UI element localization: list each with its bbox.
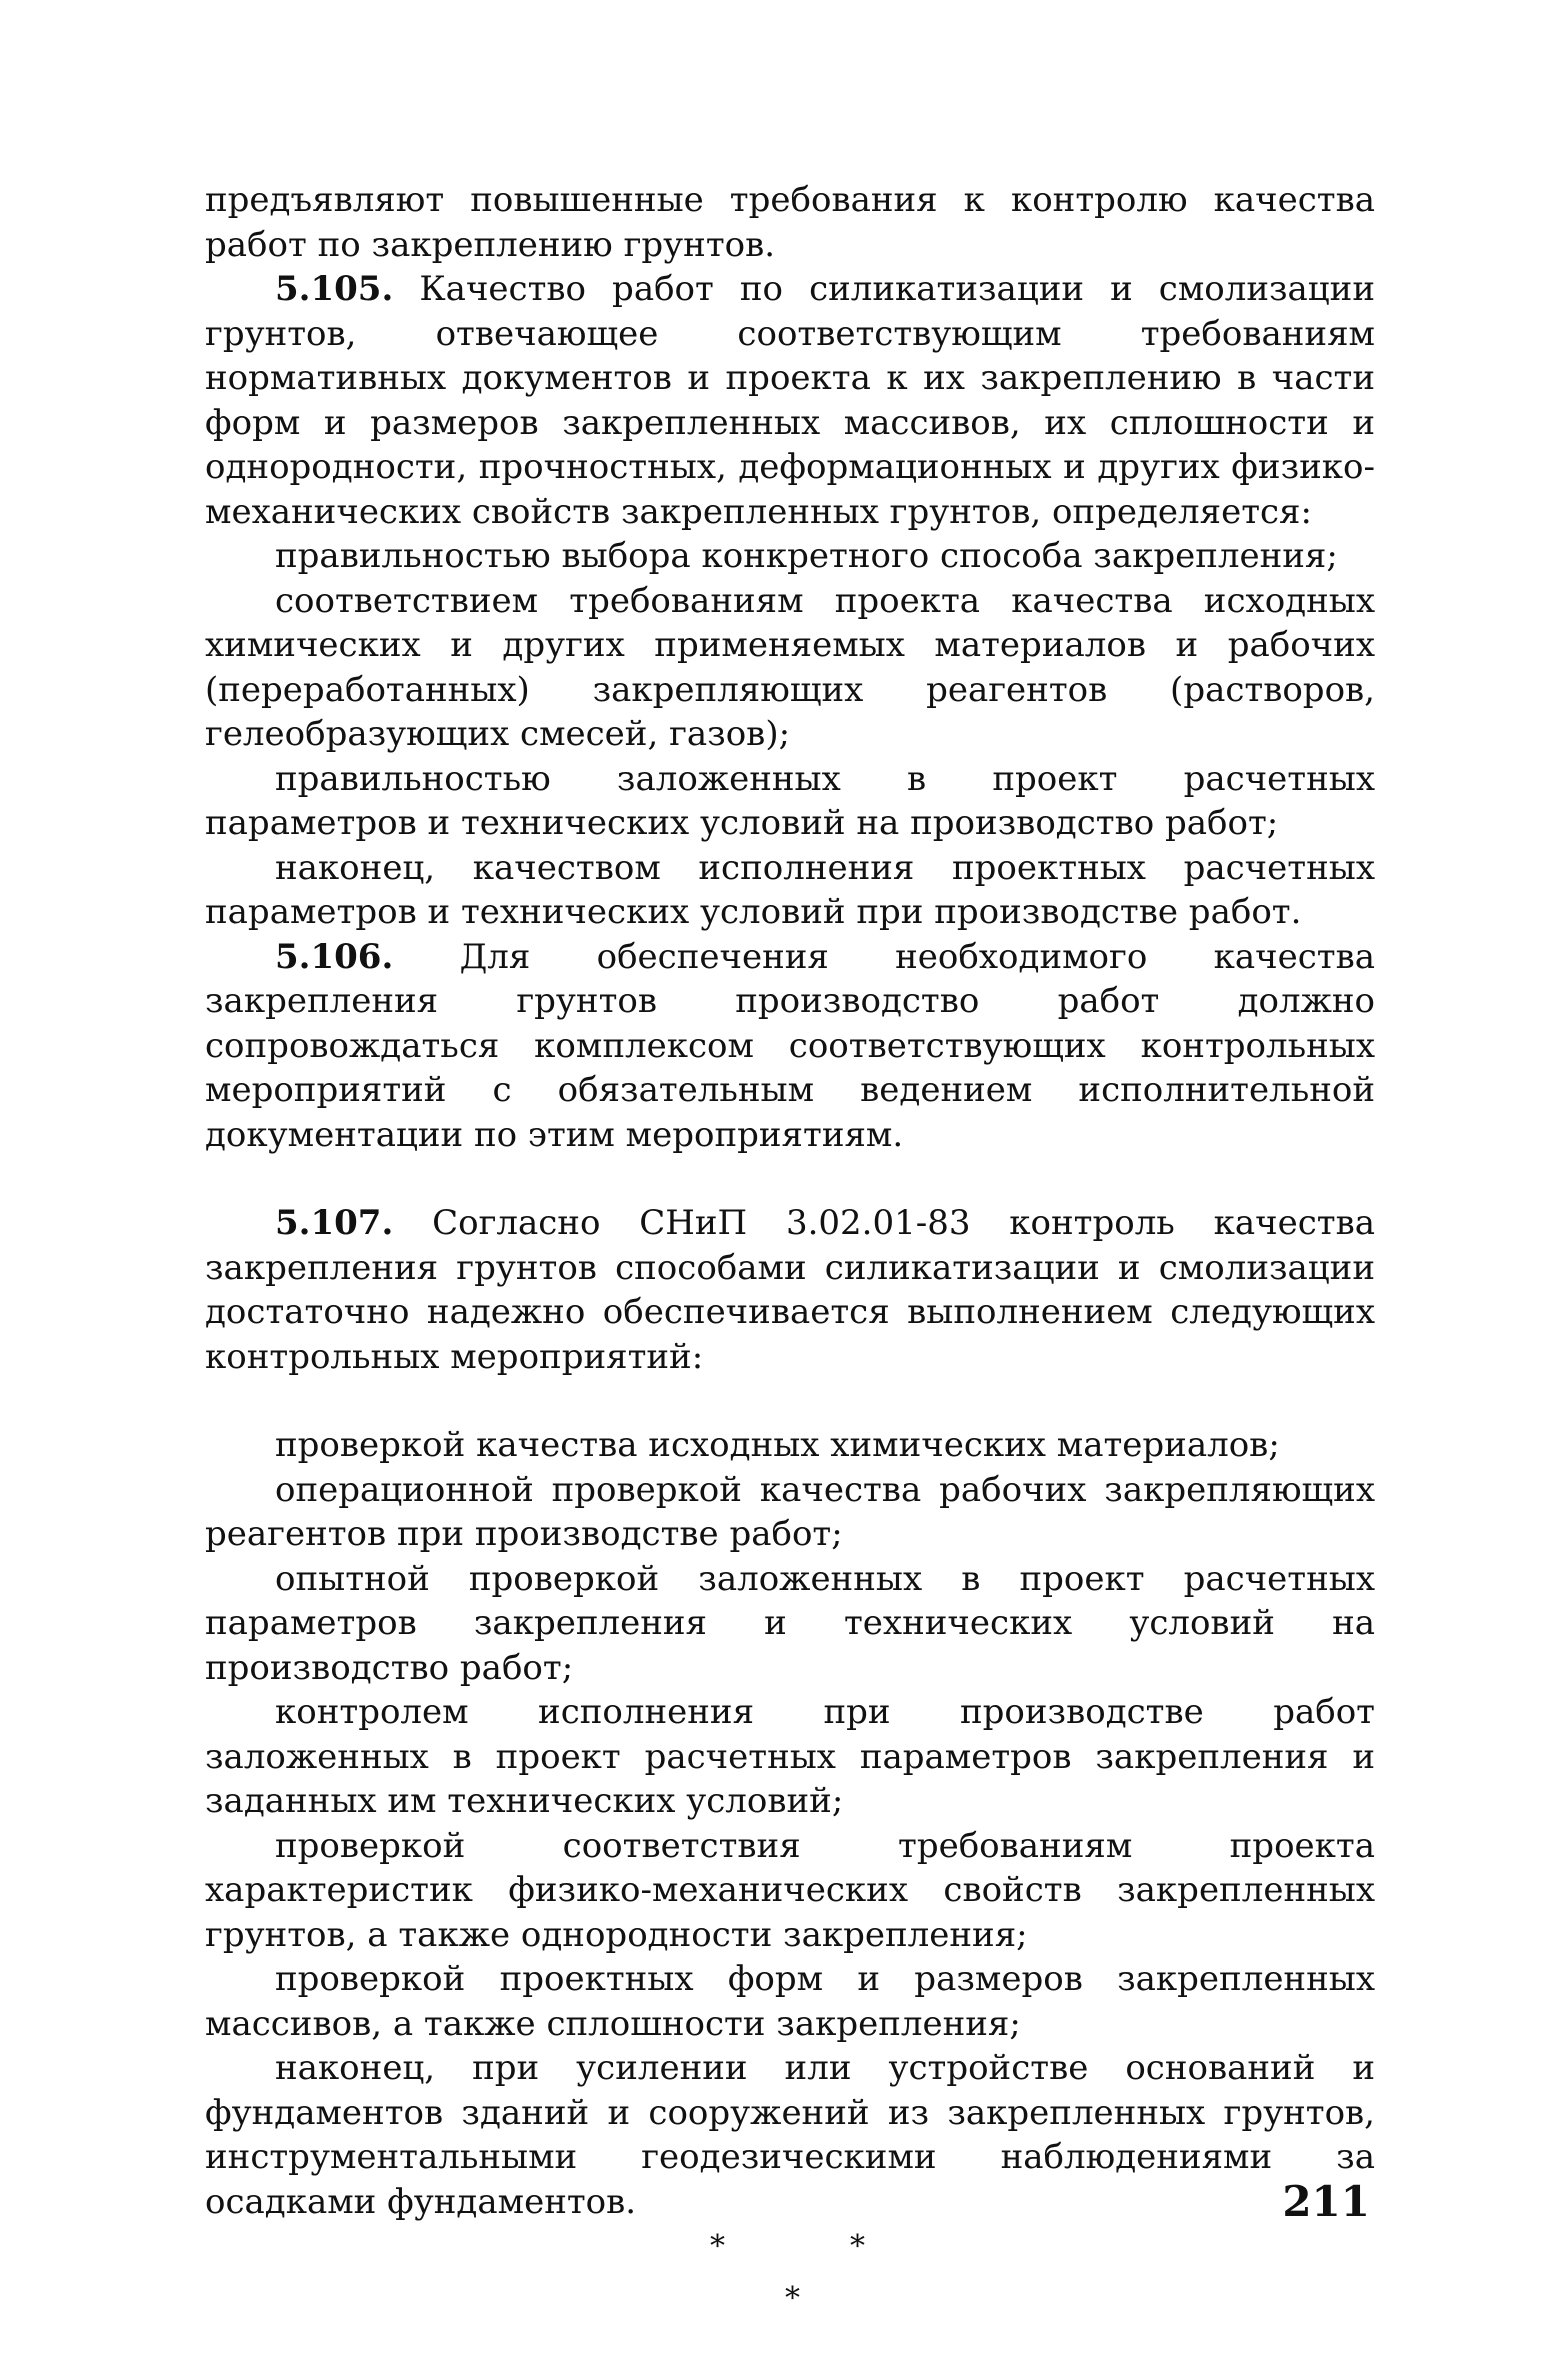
list-item <box>205 2046 1375 2224</box>
asterisk-icon: * <box>785 2281 800 2316</box>
paragraph-text: правильностью выбора конкретного способа закрепления; <box>275 536 1338 576</box>
paragraph-gap <box>205 1157 1375 1201</box>
paragraph-text: Согласно СНиП 3.02.01-83 контроль качества закрепления грунтов способами силикатизации и смолизации достаточно надежно обеспечивается выполнением следующих контрольных мероприятий: <box>205 1203 1375 1377</box>
paragraph-text: правильностью заложенных в проект расчетных параметров и технических условий на производство работ; <box>205 758 1375 843</box>
list-item <box>205 1690 1375 1824</box>
paragraph-text: предъявляют повышенные требования к контролю качества работ по закреплению грунтов. <box>205 180 1375 265</box>
section-separator <box>205 2229 1375 2332</box>
asterisk-icon: * <box>710 2229 725 2264</box>
paragraph-text: проверкой проектных форм и размеров закрепленных массивов, а также сплошности закрепления; <box>205 1959 1375 2044</box>
clause-number: 5.105. <box>275 269 394 309</box>
paragraph-text: Для обеспечения необходимого качества закрепления грунтов производство работ должно сопровождаться комплексом соответствующих контрольных мероприятий с обязательным ведением исполнительной документации по этим мероприятиям. <box>205 936 1375 1155</box>
paragraph-5-107 <box>205 1201 1375 1379</box>
list-item <box>205 846 1375 935</box>
paragraph-5-106 <box>205 935 1375 1158</box>
paragraph-text: соответствием требованиям проекта качества исходных химических и других применяемых материалов и рабочих (переработанных) закрепляющих реагентов (растворов, гелеобразующих смесей, газов); <box>205 580 1375 754</box>
list-item <box>205 1824 1375 1958</box>
asterisk-icon: * <box>850 2229 865 2264</box>
paragraph-text: Качество работ по силикатизации и смолизации грунтов, отвечающее соответствующим требованиям нормативных документов и проекта к их закреплению в части форм и размеров закрепленных массивов, их сплошности и однородности, прочностных, деформационных и других физико-механических свойств закрепленных грунтов, определяется: <box>205 269 1375 532</box>
paragraph-text: опытной проверкой заложенных в проект расчетных параметров закрепления и технических условий на производство работ; <box>205 1558 1375 1688</box>
list-item <box>205 1557 1375 1691</box>
clause-number: 5.107. <box>275 1203 394 1243</box>
document-page <box>205 178 1375 2332</box>
paragraph-text: наконец, качеством исполнения проектных расчетных параметров и технических условий при производстве работ. <box>205 847 1375 932</box>
clause-number: 5.106. <box>275 936 394 977</box>
paragraph-text: проверкой соответствия требованиям проекта характеристик физико-механических свойств закрепленных грунтов, а также однородности закрепления; <box>205 1825 1375 1955</box>
paragraph-continuation <box>205 178 1375 267</box>
list-item <box>205 1468 1375 1557</box>
list-item <box>205 534 1375 579</box>
paragraph-gap <box>205 1379 1375 1423</box>
paragraph-text: операционной проверкой качества рабочих закрепляющих реагентов при производстве работ; <box>205 1469 1375 1554</box>
list-item <box>205 1423 1375 1468</box>
paragraph-5-105 <box>205 267 1375 534</box>
paragraph-text: наконец, при усилении или устройстве оснований и фундаментов зданий и сооружений из закрепленных грунтов, инструментальными геодезическими наблюдениями за осадками фундаментов. <box>205 2048 1375 2222</box>
paragraph-text: проверкой качества исходных химических материалов; <box>275 1425 1280 1465</box>
list-item <box>205 757 1375 846</box>
list-item <box>205 579 1375 757</box>
paragraph-text: контролем исполнения при производстве работ заложенных в проект расчетных параметров закрепления и заданных им технических условий; <box>205 1692 1375 1821</box>
page-number: 211 <box>1282 2177 1370 2226</box>
list-item <box>205 1957 1375 2046</box>
